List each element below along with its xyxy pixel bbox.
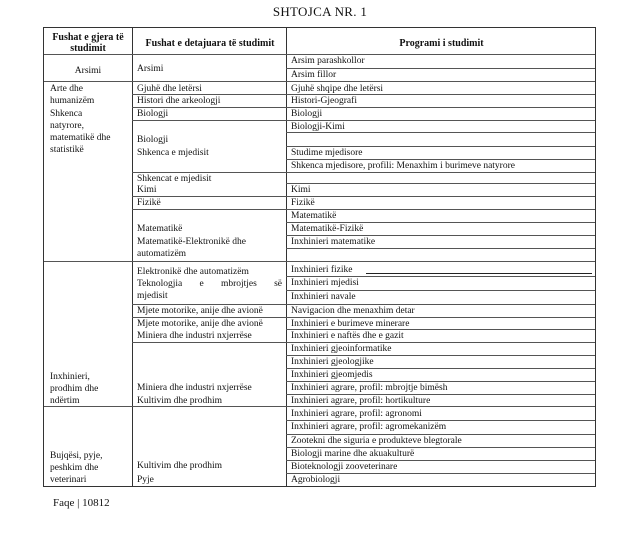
study-program: Biologji marine dhe akuakulturë bbox=[291, 449, 415, 459]
word: Teknologjia bbox=[137, 279, 183, 289]
detailed-field: Kultivim dhe prodhim bbox=[137, 461, 222, 471]
fill-in-underline bbox=[366, 273, 592, 274]
study-program: Inxhinieri navale bbox=[291, 292, 356, 302]
detailed-field: Pyje bbox=[137, 475, 154, 485]
broad-field-arsimi: Arsimi bbox=[74, 66, 102, 76]
row-separator bbox=[132, 196, 595, 197]
broad-field-arte: humanizëm bbox=[50, 96, 95, 106]
detailed-field: Matematikë bbox=[137, 224, 183, 234]
study-program: Inxhinieri agrare, profil: hortikulture bbox=[291, 396, 431, 406]
detailed-field: Elektronikë dhe automatizëm bbox=[137, 267, 249, 277]
detailed-field: Mjete motorike, anije dhe avionë bbox=[137, 319, 263, 329]
detailed-field: Shkencat e mjedisit bbox=[137, 174, 212, 184]
detailed-field: mjedisit bbox=[137, 291, 168, 301]
study-program: Zootekni dhe siguria e produkteve blegtorale bbox=[291, 436, 462, 446]
detailed-field: automatizëm bbox=[137, 249, 187, 259]
header-detailed-fields: Fushat e detajuara të studimit bbox=[145, 38, 275, 49]
detailed-field: Arsimi bbox=[137, 64, 164, 74]
broad-field-inxhinieri: ndërtim bbox=[50, 396, 80, 406]
study-program: Inxhinieri e burimeve minerare bbox=[291, 319, 410, 329]
study-program: Inxhinieri mjedisi bbox=[291, 278, 359, 288]
broad-field-shkenca: matematikë dhe bbox=[50, 133, 111, 143]
word: e bbox=[199, 279, 204, 289]
detailed-field-justified bbox=[137, 278, 282, 290]
header-study-program: Programi i studimit bbox=[399, 38, 484, 49]
detailed-field: Miniera dhe industri nxjerrëse bbox=[137, 383, 252, 393]
detailed-field: Gjuhë dhe letërsi bbox=[137, 84, 202, 94]
study-program: Inxhinieri agrare, profil: mbrojtje bimësh bbox=[291, 383, 448, 393]
study-program: Matematikë-Fizikë bbox=[291, 224, 364, 234]
study-program: Inxhinieri e naftës dhe e gazit bbox=[291, 331, 404, 341]
detailed-field: Shkenca e mjedisit bbox=[137, 148, 209, 158]
study-program: Arsim parashkollor bbox=[291, 56, 365, 66]
row-separator bbox=[286, 183, 595, 184]
broad-field-shkenca: statistikë bbox=[50, 145, 84, 155]
column-divider bbox=[286, 28, 287, 486]
study-program: Biologji bbox=[291, 109, 323, 119]
broad-field-bujqesi: veterinari bbox=[50, 475, 87, 485]
broad-field-inxhinieri: Inxhinieri, bbox=[50, 372, 90, 382]
study-program: Kimi bbox=[291, 185, 311, 195]
study-program: Inxhinieri agrare, profil: agronomi bbox=[291, 409, 422, 419]
study-program: Inxhinieri gjeoinformatike bbox=[291, 344, 392, 354]
study-program: Arsim fillor bbox=[291, 70, 337, 80]
word: së bbox=[274, 279, 282, 289]
study-program: Inxhinieri matematike bbox=[291, 237, 376, 247]
study-program: Fizikë bbox=[291, 198, 315, 208]
detailed-field: Miniera dhe industri nxjerrëse bbox=[137, 331, 252, 341]
broad-field-bujqesi: Bujqësi, pyje, bbox=[50, 451, 103, 461]
row-separator bbox=[286, 248, 595, 249]
study-program: Inxhinieri agrare, profil: agromekanizëm bbox=[291, 422, 447, 432]
row-separator bbox=[44, 261, 595, 262]
study-program: Inxhinieri fizike bbox=[291, 265, 353, 275]
detailed-field: Matematikë-Elektronikë dhe bbox=[137, 237, 246, 247]
broad-field-inxhinieri: prodhim dhe bbox=[50, 384, 99, 394]
detailed-field: Biologji bbox=[137, 109, 169, 119]
study-program: Matematikë bbox=[291, 211, 337, 221]
detailed-field: Histori dhe arkeologji bbox=[137, 96, 221, 106]
study-programs-table bbox=[43, 27, 596, 487]
broad-field-shkenca: natyrore, bbox=[50, 121, 85, 131]
word: mbrojtjes bbox=[220, 279, 257, 289]
study-program: Shkenca mjedisore, profili: Menaxhim i burimeve natyrore bbox=[291, 161, 515, 171]
study-program: Agrobiologji bbox=[291, 475, 341, 485]
study-program: Gjuhë shqipe dhe letërsi bbox=[291, 84, 384, 94]
study-program: Bioteknologji zooveterinare bbox=[291, 462, 398, 472]
broad-field-shkenca: Shkenca bbox=[50, 109, 83, 119]
study-program: Histori-Gjeografi bbox=[291, 96, 357, 106]
row-separator bbox=[44, 81, 595, 82]
broad-field-bujqesi: peshkim dhe bbox=[50, 463, 99, 473]
page-number: Faqe | 10812 bbox=[53, 497, 110, 509]
detailed-field: Biologji bbox=[137, 135, 169, 145]
page-title: SHTOJCA NR. 1 bbox=[272, 4, 368, 19]
detailed-field: Mjete motorike, anije dhe avionë bbox=[137, 306, 263, 316]
study-program: Biologji-Kimi bbox=[291, 122, 345, 132]
row-separator bbox=[132, 107, 595, 108]
detailed-field: Fizikë bbox=[137, 198, 161, 208]
study-program: Inxhinieri gjeologjike bbox=[291, 357, 374, 367]
detailed-field: Kultivim dhe prodhim bbox=[137, 396, 222, 406]
study-program: Navigacion dhe menaxhim detar bbox=[291, 306, 415, 316]
column-divider bbox=[132, 28, 133, 486]
row-separator bbox=[132, 209, 595, 210]
header-broad-fields: Fushat e gjera të studimit bbox=[52, 32, 124, 54]
study-program: Studime mjedisore bbox=[291, 148, 363, 158]
detailed-field: Kimi bbox=[137, 185, 157, 195]
row-separator bbox=[132, 120, 595, 121]
broad-field-arte: Arte dhe bbox=[50, 84, 83, 94]
study-program: Inxhinieri gjeomjedis bbox=[291, 370, 373, 380]
